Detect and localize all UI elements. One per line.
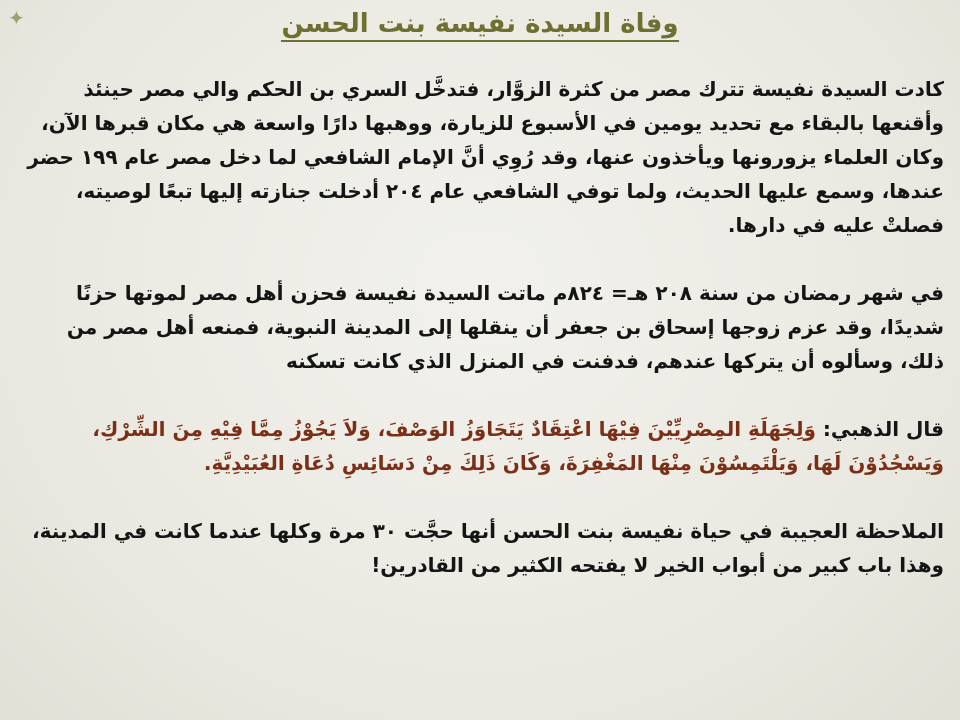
paragraph-hajj-note: الملاحظة العجيبة في حياة نفيسة بنت الحسن أنها حجَّت ٣٠ مرة وكلها عندما كانت في المدينة، وهذا باب كبير من أبواب الخير لا يفتحه الكثير من القادرين! [32, 519, 944, 577]
slide-content [18, 72, 944, 616]
star-bullet-icon: ✦ [8, 6, 25, 30]
paragraph-visit-text: كادت السيدة نفيسة تترك مصر من كثرة الزوَّار، فتدخَّل السري بن الحكم والي مصر حينئذ وأقنعها بالبقاء مع تحديد يومين في الأسبوع للزيارة، ووهبها دارًا واسعة هي مكان قبرها الآن، وكان العلماء يزورونها ويأخذون عنها، وقد رُوِي أنَّ الإمام الشافعي لما دخل مصر عام ١٩٩ حضر عندها، وسمع عليها الحديث، ولما توفي الشافعي عام ٢٠٤ أدخلت جنازته إليها تبعًا لوصيته، فصلتْ عليه في دارها. [27, 77, 944, 237]
page-title-text: وفاة السيدة نفيسة بنت الحسن [281, 9, 678, 42]
page-title [0, 4, 960, 44]
quote-text: وَلِجَهَلَةِ المِصْرِيِّيْنَ فِيْهَا اعْتِقَادٌ يَتَجَاوَزُ الوَصْفَ، وَلاَ يَجُوْزُ مِمَّا فِيْهِ مِنَ الشِّرْكِ، وَيَسْجُدُوْنَ لَهَا، وَيَلْتَمِسُوْنَ مِنْهَا المَغْفِرَةَ، وَكَانَ ذَلِكَ مِنْ دَسَائِسِ دُعَاةِ العُبَيْدِيَّةِ. [92, 417, 944, 475]
paragraph-dhahabi-quote [18, 412, 944, 480]
paragraph-death-text: في شهر رمضان من سنة ٢٠٨ هـ= ٨٢٤م ماتت السيدة نفيسة فحزن أهل مصر لموتها حزنًا شديدًا، وقد عزم زوجها إسحاق بن جعفر أن ينقلها إلى المدينة النبوية، فمنعه أهل مصر من ذلك، وسألوه أن يتركها عندهم، فدفنت في المنزل الذي كانت تسكنه [66, 281, 944, 373]
quote-label: قال الذهبي: [822, 417, 944, 441]
